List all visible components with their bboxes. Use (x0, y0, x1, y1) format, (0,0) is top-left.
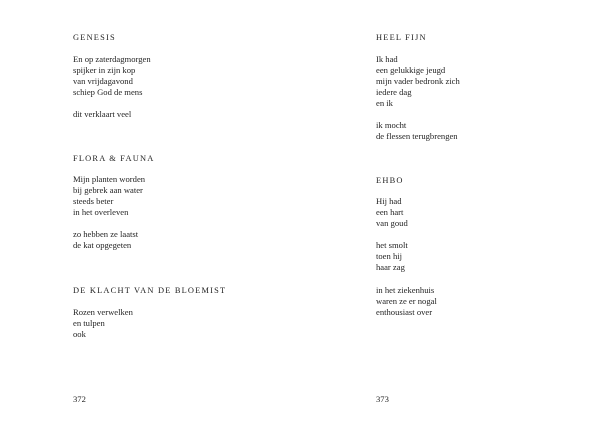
verse-line: enthousiast over (376, 307, 433, 317)
verse-line: mijn vader bedronk zich (376, 76, 460, 86)
verse-line: van goud (376, 218, 408, 228)
stanza (376, 285, 437, 318)
verse-line: bij gebrek aan water (73, 185, 143, 195)
verse-line: ook (73, 329, 86, 339)
verse-line: toen hij (376, 251, 403, 261)
page-number: 372 (73, 394, 86, 404)
stanza (376, 120, 458, 142)
poem-title: DE KLACHT VAN DE BLOEMIST (73, 286, 227, 295)
poem-title: EHBO (376, 176, 404, 185)
verse-line: een gelukkige jeugd (376, 65, 446, 75)
verse-line: ik mocht (376, 120, 407, 130)
verse-line: in het ziekenhuis (376, 285, 435, 295)
page-number: 373 (376, 394, 389, 404)
verse-line: Mijn planten worden (73, 174, 146, 184)
poem-title: HEEL FIJN (376, 33, 427, 42)
verse-line: waren ze er nogal (376, 296, 437, 306)
verse-line: steeds beter (73, 196, 114, 206)
stanza (376, 240, 408, 273)
verse-line: en tulpen (73, 318, 105, 328)
verse-line: dit verklaart veel (73, 109, 132, 119)
verse-line: schiep God de mens (73, 87, 143, 97)
stanza (376, 196, 408, 229)
verse-line: En op zaterdagmorgen (73, 54, 151, 64)
verse-line: een hart (376, 207, 404, 217)
verse-line: het smolt (376, 240, 408, 250)
stanza (73, 307, 133, 340)
verse-line: iedere dag (376, 87, 412, 97)
stanza (73, 229, 138, 251)
right-page (300, 0, 600, 432)
stanza (73, 109, 131, 120)
verse-line: haar zag (376, 262, 405, 272)
verse-line: spijker in zijn kop (73, 65, 136, 75)
verse-line: in het overleven (73, 207, 129, 217)
verse-line: Rozen verwelken (73, 307, 133, 317)
verse-line: Ik had (376, 54, 398, 64)
verse-line: zo hebben ze laatst (73, 229, 139, 239)
verse-line: Hij had (376, 196, 402, 206)
stanza (73, 174, 145, 218)
verse-line: de flessen terugbrengen (376, 131, 458, 141)
poem-title: FLORA & FAUNA (73, 154, 155, 163)
stanza (73, 54, 151, 98)
verse-line: en ik (376, 98, 393, 108)
stanza (376, 54, 460, 109)
poem-title: GENESIS (73, 33, 116, 42)
verse-line: de kat opgegeten (73, 240, 132, 250)
verse-line: van vrijdagavond (73, 76, 133, 86)
